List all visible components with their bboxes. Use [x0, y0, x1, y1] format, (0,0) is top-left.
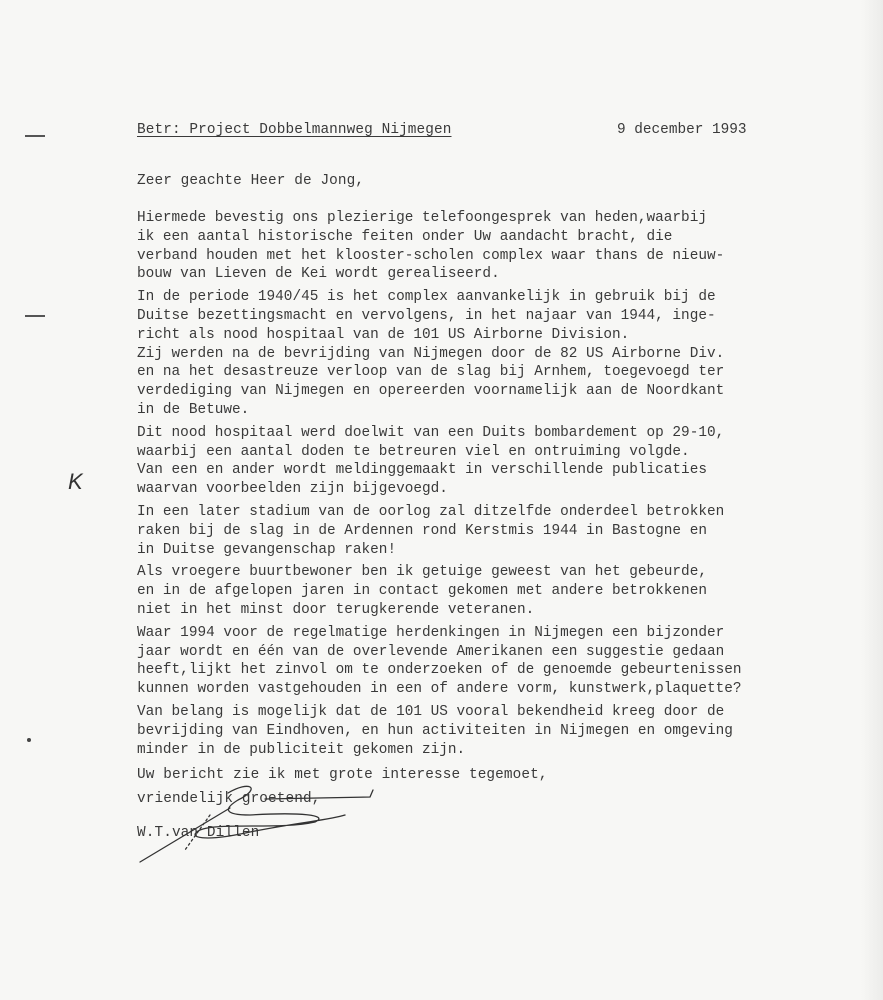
paragraph-line: heeft,lijkt het zinvol om te onderzoeken of de genoemde gebeurtenissen	[137, 662, 742, 679]
signature-scribble	[140, 786, 373, 862]
paragraph-line: Hiermede bevestig ons plezierige telefoongesprek van heden,waarbij	[137, 210, 707, 226]
paragraph-line: bouw van Lieven de Kei wordt gerealiseerd.	[137, 266, 500, 283]
paragraph-line: raken bij de slag in de Ardennen rond Kerstmis 1944 in Bastogne en	[137, 522, 707, 539]
paragraph-line: jaar wordt en één van de overlevende Amerikanen een suggestie gedaan	[137, 643, 725, 660]
letter-date: 9 december 1993	[617, 122, 747, 138]
letter-signatory: W.T.van Dillen	[137, 825, 260, 841]
paragraph-line: in Duitse gevangenschap raken!	[137, 541, 397, 558]
paragraph-line: minder in de publiciteit gekomen zijn.	[137, 741, 466, 758]
letter-salutation: Zeer geachte Heer de Jong,	[137, 173, 365, 189]
paragraph-line: Als vroegere buurtbewoner ben ik getuige geweest van het gebeurde,	[137, 564, 707, 581]
paragraph-line: waarvan voorbeelden zijn bijgevoegd.	[137, 481, 448, 498]
paragraph-line: en in de afgelopen jaren in contact gekomen met andere betrokkenen	[137, 583, 707, 600]
paragraph-line: bevrijding van Eindhoven, en hun activiteiten in Nijmegen en omgeving	[137, 722, 733, 739]
paragraph-line: In de periode 1940/45 is het complex aanvankelijk in gebruik bij de	[137, 289, 716, 306]
paragraph-line: Duitse bezettingsmacht en vervolgens, in het najaar van 1944, inge-	[137, 307, 716, 324]
paragraph-line: ik een aantal historische feiten onder Uw aandacht bracht, die	[137, 228, 673, 245]
letter-closing: Uw bericht zie ik met grote interesse tegemoet,	[137, 767, 548, 783]
paragraph-line: verdediging van Nijmegen en opereerden voornamelijk aan de Noordkant	[137, 383, 725, 400]
paragraph-line: richt als nood hospitaal van de 101 US Airborne Division.	[137, 326, 630, 343]
paragraph-line: en na het desastreuze verloop van de slag bij Arnhem, toegevoegd ter	[137, 364, 725, 381]
paragraph-line: Waar 1994 voor de regelmatige herdenkingen in Nijmegen een bijzonder	[137, 624, 725, 641]
paragraph-line: Van belang is mogelijk dat de 101 US vooral bekendheid kreeg door de	[137, 703, 725, 720]
paragraph-line: in de Betuwe.	[137, 401, 250, 418]
paragraph-line: waarbij een aantal doden te betreuren viel en ontruiming volgde.	[137, 443, 690, 460]
paragraph-line: Zij werden na de bevrijding van Nijmegen door de 82 US Airborne Div.	[137, 345, 725, 362]
margin-annotation-k: K	[68, 469, 83, 494]
letter-regards: vriendelijk groetend,	[137, 791, 321, 807]
paragraph-line: kunnen worden vastgehouden in een of andere vorm, kunstwerk,plaquette?	[137, 681, 742, 698]
paragraph-line: verband houden met het klooster-scholen complex waar thans de nieuw-	[137, 247, 725, 264]
paragraph-line: Dit nood hospitaal werd doelwit van een Duits bombardement op 29-10,	[137, 424, 725, 441]
paragraph-line: Van een en ander wordt meldinggemaakt in verschillende publicaties	[137, 462, 707, 479]
paragraph-line: niet in het minst door terugkerende veteranen.	[137, 601, 535, 618]
paragraph-line: In een later stadium van de oorlog zal ditzelfde onderdeel betrokken	[137, 503, 725, 520]
letter-subject: Betr: Project Dobbelmannweg Nijmegen	[137, 122, 452, 138]
